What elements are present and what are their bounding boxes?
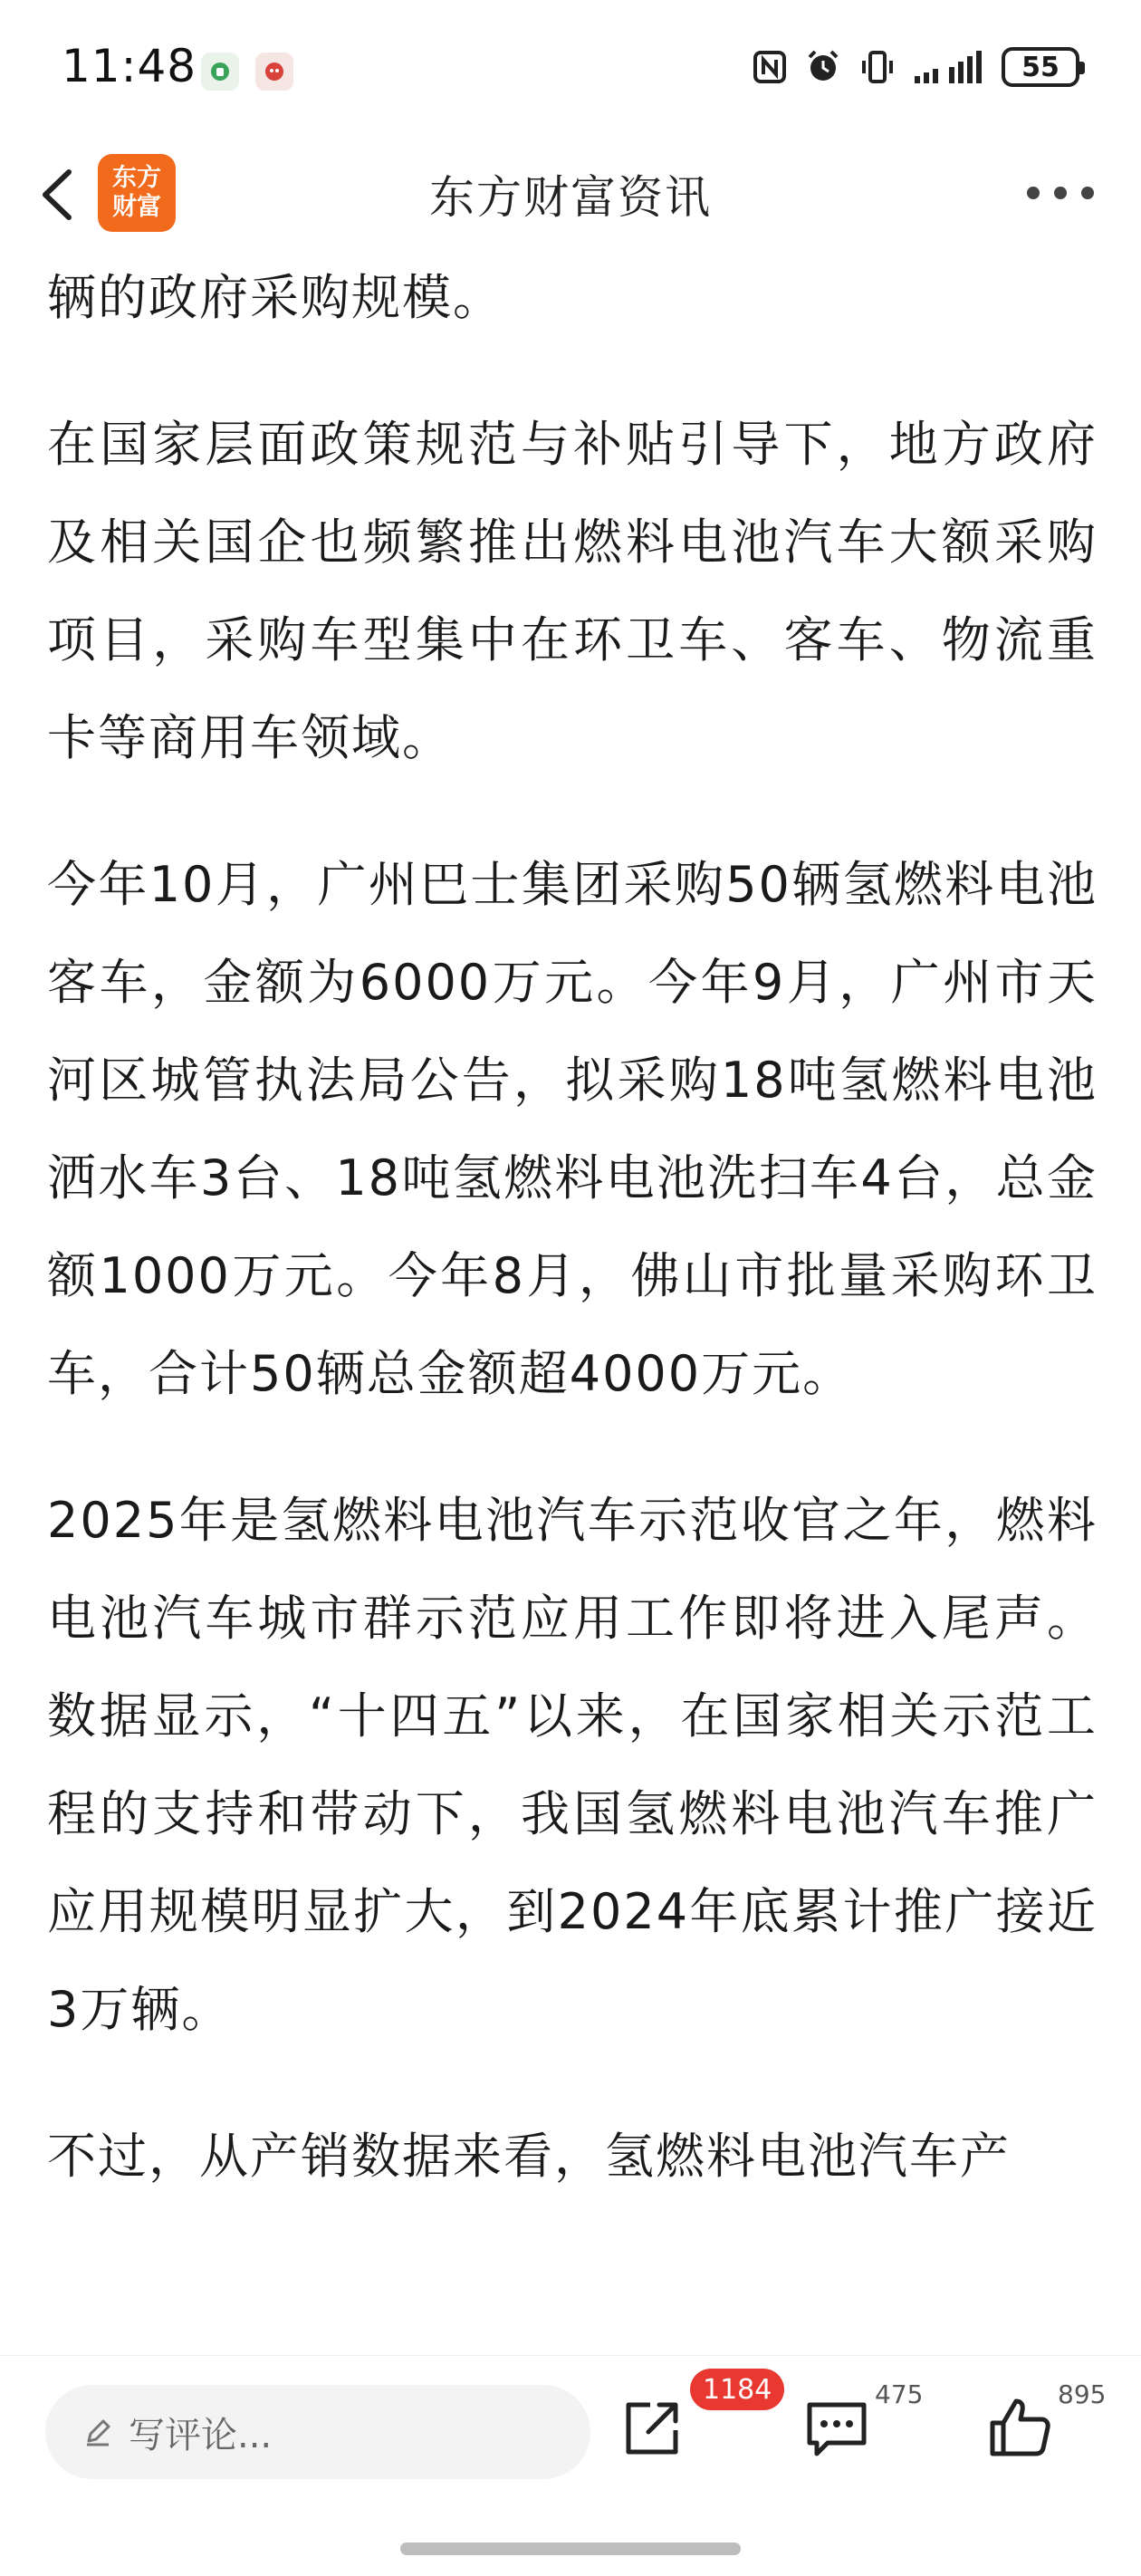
article-paragraph: 2025年是氢燃料电池汽车示范收官之年，燃料电池汽车城市群示范应用工作即将进入尾声。数据显示，“十四五”以来，在国家相关示范工程的支持和带动下，我国氢燃料电池汽车推广应用规模明显扩大，到2024年底累计推广接近3万辆。 xyxy=(47,1492,1098,2038)
nav-bar xyxy=(0,136,1141,254)
status-bar xyxy=(0,0,1141,136)
logo-line-2: 财富 xyxy=(112,193,161,221)
share-icon xyxy=(616,2392,688,2465)
more-dot-icon xyxy=(1054,187,1067,199)
alarm-icon xyxy=(804,48,842,86)
comments-button[interactable] xyxy=(801,2392,873,2465)
comment-input[interactable] xyxy=(45,2385,590,2479)
pencil-icon xyxy=(82,2416,114,2448)
article-paragraph: 在国家层面政策规范与补贴引导下，地方政府及相关国企也频繁推出燃料电池汽车大额采购项目，采购车型集中在环卫车、客车、物流重卡等商用车领域。 xyxy=(47,416,1098,766)
chat-notification-icon xyxy=(255,53,293,91)
article-paragraph: 辆的政府采购规模。 xyxy=(47,269,503,326)
status-time: 11:48 xyxy=(62,40,197,92)
logo-line-1: 东方 xyxy=(112,164,161,192)
signal-icon xyxy=(913,49,985,85)
thumbs-up-icon xyxy=(983,2392,1056,2465)
share-button[interactable] xyxy=(616,2392,688,2465)
system-icons xyxy=(752,47,1079,87)
comment-placeholder: 写评论... xyxy=(129,2414,273,2456)
article-paragraph: 不过，从产销数据来看，氢燃料电池汽车产 xyxy=(47,2128,1011,2185)
article-paragraph: 今年10月，广州巴士集团采购50辆氢燃料电池客车，金额为6000万元。今年9月，广州市天河区城管执法局公告，拟采购18吨氢燃料电池洒水车3台、18吨氢燃料电池洗扫车4台，总金额1000万元。今年8月，佛山市批量采购环卫车，合计50辆总金额超4000万元。 xyxy=(47,856,1098,1402)
more-options-button[interactable] xyxy=(1027,187,1094,199)
bottom-action-bar xyxy=(0,2355,1141,2576)
more-dot-icon xyxy=(1081,187,1094,199)
vibrate-icon xyxy=(858,48,896,86)
page-title: 东方财富资讯 xyxy=(429,171,712,224)
nfc-icon xyxy=(752,49,788,85)
more-dot-icon xyxy=(1027,187,1040,199)
content-fade xyxy=(0,2319,1141,2355)
article-body xyxy=(47,249,1098,2332)
app-notification-icon xyxy=(201,53,239,91)
battery-indicator: 55 xyxy=(1002,47,1079,87)
share-count-badge: 1184 xyxy=(690,2369,784,2410)
like-count: 895 xyxy=(1058,2379,1107,2409)
comment-bubble-icon xyxy=(801,2392,873,2465)
like-button[interactable] xyxy=(983,2392,1056,2465)
comment-count: 475 xyxy=(875,2379,924,2409)
home-indicator[interactable] xyxy=(400,2542,741,2555)
